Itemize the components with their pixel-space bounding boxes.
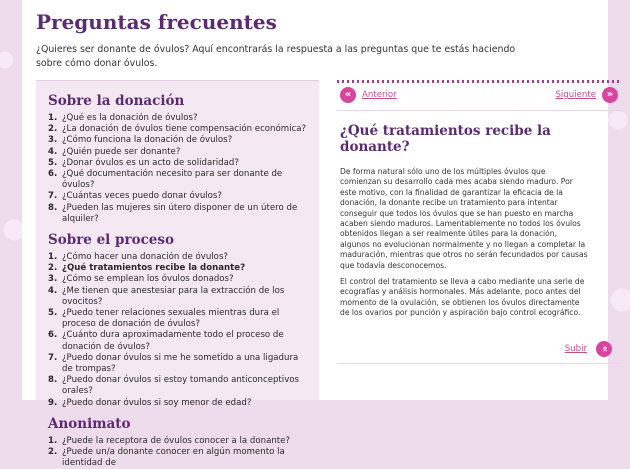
faq-section-heading: Sobre el proceso [48, 232, 174, 249]
faq-question-list [48, 252, 311, 409]
content-page [22, 0, 614, 469]
faq-question-link[interactable] [48, 252, 311, 263]
prev-link[interactable] [340, 87, 397, 103]
faq-question-text[interactable]: ¿Puede la receptora de óvulos conocer a la donante? [62, 435, 290, 446]
faq-question-link[interactable] [48, 353, 311, 375]
faq-question-number: 1. [48, 252, 58, 263]
faq-question-text[interactable]: ¿Qué tratamientos recibe la donante? [62, 263, 246, 274]
faq-question-number: 9. [48, 397, 58, 408]
faq-question-number: 2. [48, 263, 58, 274]
answer-title: ¿Qué tratamientos recibe la donante? [340, 123, 551, 155]
faq-question-text[interactable]: ¿Cómo se emplean los óvulos donados? [62, 274, 234, 285]
faq-question-link[interactable] [48, 286, 311, 308]
faq-question-number: 6. [48, 169, 58, 180]
faq-question-list [48, 113, 311, 225]
faq-section-heading: Anonimato [48, 415, 131, 432]
next-label[interactable]: Siguiente [555, 90, 596, 100]
faq-question-text[interactable]: ¿Puede un/a donante conocer en algún momento la identidad de [62, 447, 285, 469]
answer-body [340, 167, 588, 319]
next-link[interactable] [555, 87, 618, 103]
faq-question-number: 2. [48, 124, 58, 135]
chevrons-left-icon[interactable]: « [340, 87, 356, 103]
faq-question-text[interactable]: ¿Puedo tener relaciones sexuales mientras dura el proceso de donación de óvulos? [62, 308, 280, 330]
faq-question-list [48, 436, 311, 469]
faq-question-link[interactable] [48, 375, 311, 397]
faq-question-number: 1. [48, 435, 58, 446]
faq-question-text[interactable]: ¿Puedo donar óvulos si estoy tomando anticonceptivos orales? [62, 375, 300, 397]
faq-question-text[interactable]: ¿Cómo hacer una donación de óvulos? [62, 252, 228, 263]
faq-question-number: 5. [48, 157, 58, 168]
faq-section [48, 93, 311, 225]
faq-question-link[interactable] [48, 169, 311, 191]
faq-question-text[interactable]: ¿Cómo funciona la donación de óvulos? [62, 135, 233, 146]
page-title: Preguntas frecuentes [36, 10, 277, 34]
faq-question-text[interactable]: ¿Puedo donar óvulos si me he sometido a una ligadura de trompas? [62, 352, 299, 375]
dotted-divider [337, 80, 622, 83]
content-columns [36, 80, 614, 469]
faq-question-number: 7. [48, 352, 58, 363]
answer-panel [337, 80, 622, 400]
back-to-top[interactable] [337, 341, 622, 357]
faq-question-text[interactable]: ¿Donar óvulos es un acto de solidaridad? [62, 157, 239, 168]
faq-question-number: 5. [48, 308, 58, 319]
faq-question-number: 8. [48, 375, 58, 386]
faq-index-panel [36, 80, 319, 469]
faq-question-link[interactable] [48, 436, 311, 447]
faq-question-text[interactable]: ¿Pueden las mujeres sin útero disponer de un útero de alquiler? [62, 202, 298, 224]
faq-question-text[interactable]: ¿Qué documentación necesito para ser donante de óvulos? [62, 169, 283, 191]
faq-question-text[interactable]: ¿Cuántas veces puedo donar óvulos? [62, 191, 222, 202]
faq-question-number: 6. [48, 330, 58, 341]
faq-question-number: 1. [48, 113, 58, 123]
faq-question-link[interactable] [48, 263, 311, 274]
answer-paragraph-2: El control del tratamiento se lleva a cabo mediante una serie de ecografías y análisis hormonales. Más adelante, poco antes del momento de la ovulación, se obtienen los óvulos directamente de los ovarios por punción y aspiración bajo control ecográfico. [340, 277, 585, 318]
nav-divider [337, 110, 622, 111]
faq-question-text[interactable]: ¿Me tienen que anestesiar para la extracción de los ovocitos? [62, 285, 285, 307]
faq-question-link[interactable] [48, 308, 311, 330]
chevrons-right-icon[interactable]: » [602, 87, 618, 103]
question-nav [337, 86, 622, 104]
faq-section-heading: Sobre la donación [48, 93, 185, 109]
faq-question-link[interactable] [48, 398, 311, 409]
faq-question-text[interactable]: ¿Cuánto dura aproximadamente todo el proceso de donación de óvulos? [62, 330, 284, 352]
faq-question-link[interactable] [48, 191, 311, 202]
answer-paragraph-1: De forma natural sólo uno de los múltiples óvulos que comienzan su desarrollo cada mes acaba siendo maduro. Por este motivo, con la finalidad de garantizar la eficacia de la donación, la donante recibe un tratamiento para intentar conseguir que todos los óvulos que se han puesto en marcha acaben siendo maduros. Lamentablemente no todos los óvulos obtenidos llegan a ser realmente útiles para la donación, algunos no evolucionan normalmente y no llegan a completar la maduración, mientras que otros no serán fecundados por causas que todavía desconocemos. [340, 167, 588, 270]
faq-question-number: 4. [48, 285, 58, 296]
faq-question-link[interactable] [48, 447, 311, 469]
faq-section [48, 416, 311, 469]
faq-question-link[interactable] [48, 330, 311, 352]
faq-question-number: 7. [48, 191, 58, 202]
faq-question-link[interactable] [48, 274, 311, 285]
faq-question-text[interactable]: ¿La donación de óvulos tiene compensación económica? [62, 124, 307, 135]
faq-question-link[interactable] [48, 113, 311, 124]
faq-question-link[interactable] [48, 203, 311, 225]
intro-text: ¿Quieres ser donante de óvulos? Aquí encontrarás la respuesta a las preguntas que te estás haciendo sobre cómo donar óvulos. [36, 44, 516, 69]
faq-section [48, 232, 311, 409]
chevrons-up-icon[interactable]: « [596, 341, 612, 357]
faq-question-text[interactable]: ¿Qué es la donación de óvulos? [62, 113, 198, 123]
prev-label[interactable]: Anterior [362, 90, 397, 100]
faq-question-number: 4. [48, 146, 58, 157]
faq-question-link[interactable] [48, 158, 311, 169]
faq-question-number: 2. [48, 447, 58, 458]
faq-question-link[interactable] [48, 124, 311, 135]
faq-question-number: 3. [48, 274, 58, 285]
faq-question-link[interactable] [48, 147, 311, 158]
faq-question-link[interactable] [48, 135, 311, 146]
bottom-divider [337, 363, 622, 364]
faq-question-text[interactable]: ¿Puedo donar óvulos si soy menor de edad? [62, 397, 252, 408]
up-label[interactable]: Subir [564, 343, 587, 354]
faq-question-number: 8. [48, 202, 58, 213]
faq-question-number: 3. [48, 135, 58, 146]
faq-question-text[interactable]: ¿Quién puede ser donante? [62, 146, 181, 157]
